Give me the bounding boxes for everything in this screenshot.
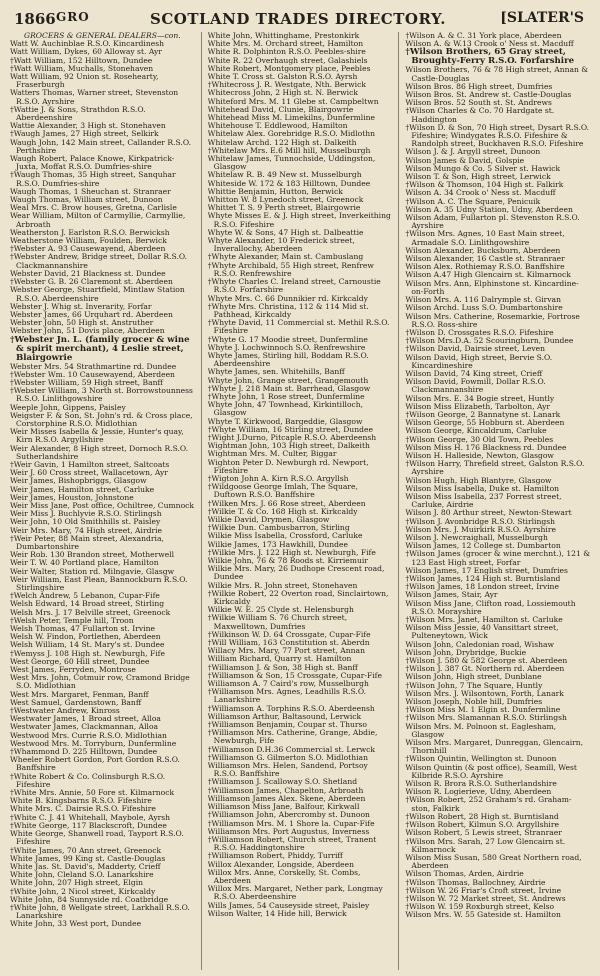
directory-entry: Whyte J. Lochwinnoch S.O. Renfrewshire [207, 342, 366, 352]
directory-entry: †Wilson A. & C. 31 York place, Aberdeen [405, 32, 562, 40]
directory-entry: Wilson Mrs. A. 116 Dalrymple st. Girvan [405, 295, 561, 305]
directory-entry: Williamson Mrs. Helen, Sandend, Portsoy R.S.O. Banffshire [207, 761, 368, 779]
directory-entry: Weir John, 10 Old Smithhills st. Paisley [10, 517, 161, 527]
directory-entry: Wilkie Mrs. Mary, 26 Dudhope Crescent road, Dundee [207, 564, 385, 582]
directory-entry: †Williamson Mrs. M. 1 Shore la. Cupar-Fife [207, 818, 375, 828]
directory-entry: Whyte W. & Sons, 47 High st. Dalbeattie [207, 227, 364, 237]
directory-entry: †Wilson J. 580 & 582 George st. Aberdeen [405, 656, 568, 666]
directory-entry: †Whitecross J. R. Westgate, Nth. Berwick [207, 80, 366, 90]
directory-entry: †Will William, 163 Constitution st. Aberdn [207, 638, 370, 648]
directory-entry: Weir James, Hamilton street, Carluke [10, 484, 155, 494]
directory-entry: †Wilson W. 26 Friar's Croft street, Irvine [405, 885, 562, 895]
directory-entry: †Williamson & Son, 15 Crossgate, Cupar-Fife [207, 670, 382, 680]
directory-entry: White R. 22 Overhaugh street, Galashiels [207, 55, 368, 65]
directory-entry: Weatherstone William, Foulden, Berwick [10, 236, 167, 246]
directory-entry: Wilkie Mrs. R. John street, Stonehaven [207, 580, 358, 590]
directory-entry: Wilson A. & W.13 Crook o' Ness st. Macduff [405, 39, 574, 49]
publisher-tag: [SLATER'S [500, 10, 584, 26]
directory-entry: †Williamson D.H.36 Commercial st. Lerwck [207, 744, 375, 754]
directory-entry: Webster John, 50 High st. Anstruther [10, 318, 154, 328]
directory-entry: †White George, 117 Blackscroft, Dundee [10, 820, 167, 830]
directory-entry: †Wilson W. 159 Roxburgh street, Kelso [405, 902, 555, 912]
directory-entry: Westwood Mrs. Currie R.S.O. Midlothian [10, 730, 167, 740]
directory-entry: †Watt William, 152 Hilltown, Dundee [10, 55, 153, 65]
directory-entry: Wilson H. Halleside, Newton, Glasgow [405, 450, 554, 460]
directory-columns [10, 32, 590, 970]
directory-entry: White R. Dolphinton R.S.O. Peebles-shire [207, 47, 366, 57]
directory-entry: Webster David, 21 Blackness st. Dundee [10, 268, 166, 278]
directory-entry: †Williamson J. & Son, 38 High st. Banff [207, 662, 358, 672]
directory-entry: †Wilson James, 124 High st. Burntisland [405, 574, 561, 583]
directory-entry: †Wight J.Durno, Pitcaple R.S.O. Aberdeensh [207, 432, 377, 442]
directory-entry: †Wilkie Robert, 22 Overton road, Sinclairtown, Kirkcaldy [207, 588, 389, 607]
directory-entry: Williamson Miss Jane, Balfour, Kirkwall [207, 802, 360, 812]
directory-entry: West Mrs. Margaret, Fenman, Banff [10, 689, 149, 699]
directory-entry: †Wilson George, 30 Old Town, Peebles [405, 434, 554, 444]
directory-entry: †Whyte John, 1 Rose street, Dunfermline [207, 391, 365, 401]
directory-entry: †Wilson D. & Son, 70 High street, Dysart R.S.O. Fifeshire; Windygates R.S.O. Fifeshire & Randolph street, Buckhaven R.S.O. Fifeshire [405, 122, 590, 149]
directory-entry: †Whitelaw Mrs. E.6 Mill hill, Musselburgh [207, 145, 371, 155]
directory-entry: Weir J. 60 Cross street, Wallacetown, Ayr [10, 468, 168, 478]
directory-entry: Wilson John, Drybridge, Buckie [405, 647, 527, 657]
directory-entry: Wilson Walter, 14 Hide hill, Berwick [207, 908, 347, 918]
directory-entry: Wilson George, Kincaldrum, Carluke [405, 426, 547, 436]
directory-entry: West George, 60 Hill street, Dundee [10, 656, 150, 666]
directory-entry: Wilson John, Caledonian road, Wishaw [405, 639, 555, 649]
directory-entry: Welsh Edward, 14 Broad street, Stirling [10, 599, 165, 609]
directory-entry: †Wilson Mrs. Janet, Hamilton st. Carluke [405, 615, 563, 625]
directory-entry: Whyte Misses E. & J. High street, Inverkeithing R.S.O. Fifeshire [207, 211, 391, 229]
directory-entry: Whitecross John, 2 High st. N. Berwick [207, 88, 358, 98]
directory-entry: Willacy Mrs. Mary, 77 Port street, Annan [207, 646, 365, 656]
page-title: SCOTLAND TRADES DIRECTORY. [150, 10, 446, 28]
directory-entry: Weir Rob. 130 Brandon street, Motherwell [10, 550, 175, 560]
directory-entry: Wilson J. 80 Arthur street, Newton-Stewart [405, 508, 572, 518]
directory-entry: Webster Mrs. 54 Strathmartine rd. Dundee [10, 361, 177, 371]
directory-entry: White Mrs. C. Dairsie R.S.O. Fifeshire [10, 804, 156, 814]
directory-entry: Wilson Alexander, Bucksburn, Aberdeen [405, 245, 561, 255]
directory-entry: †Weir Peter, 88 Main street, Alexandria, Dumbartonshire [10, 533, 164, 551]
directory-entry: Williamson Arthur, Baltasound, Lerwick [207, 711, 362, 721]
directory-entry: Waugh Thomas, 1 Sheuchan st. Stranraer [10, 186, 171, 196]
directory-entry: Weeple John, Gippens, Paisley [10, 402, 126, 412]
directory-entry: Wilson James & David, Golspie [405, 155, 525, 165]
directory-entry: †Wilson John, 7 The Square, Huntly [405, 680, 543, 690]
directory-entry: †Watt William, Muchalls, Stonehaven [10, 63, 154, 73]
directory-entry: Wilson John, High street, Dunblane [405, 672, 542, 682]
directory-entry: †Williamson Mrs. Catherine, Grange, Abdie, Newburgh, Fife [207, 728, 378, 746]
directory-entry: White Mrs. M. Orchard street, Hamilton [207, 39, 364, 49]
directory-entry: †Wilson James, 18 London street, Irvine [405, 582, 559, 592]
directory-entry: Wilson David, 74 King street, Crieff [405, 368, 543, 378]
directory-entry: †Whyte Charles C. Ireland street, Carnoustie R.S.O. Forfarshire [207, 277, 381, 295]
directory-entry: †Wilkie Mrs. J. 122 High st. Newburgh, Fife [207, 547, 376, 557]
directory-entry: Wilson James, Stair, Ayr [405, 590, 498, 600]
page-number: 1866 [14, 10, 56, 28]
directory-entry: †Webster Jn. L. (family grocer & wine & spirit merchant), 4 Leslie street, Blairgowrie [10, 334, 190, 363]
directory-entry: †Wattie J. & Sons, Strathdon R.S.O. Aberdeenshire [10, 104, 146, 123]
directory-entry: †Wilson Mrs. Slamannan R.S.O. Stirlingsh [405, 713, 567, 723]
directory-entry: Whittie Benjamin, Hutton, Berwick [207, 186, 343, 196]
directory-entry: †Wilson Mrs.D.A. 52 Scouringburn, Dundee [405, 336, 574, 346]
directory-entry: White John, Whittinghame, Prestonkirk [207, 32, 360, 40]
directory-entry: Wilson Bros. 52 South st. St. Andrews [405, 98, 552, 108]
directory-entry: Weir James, Bishopbriggs, Glasgow [10, 476, 147, 486]
directory-entry: Whitehouse T. Eddlewood, Hamilton [207, 121, 348, 131]
directory-entry: Waugh John, 142 Main street, Callander R.S.O. Perthshire [10, 137, 192, 155]
directory-entry: Wilson A. 34 Crook o' Ness st. Macduff [405, 188, 556, 198]
directory-entry: Westwood Mrs. M. Torryburn, Dunfermline [10, 738, 177, 748]
directory-entry: †Webster William, 3 North st. Borrowstounness R.S.O. Linlithgowshire [10, 386, 193, 404]
directory-entry: Weir T. W. 40 Portland place, Hamilton [10, 558, 159, 568]
directory-entry: Watt William, Dykes, 60 Alloway st. Ayr [10, 47, 162, 57]
directory-entry: Wilson David, High street, Bervie S.O. Kincardineshire [405, 352, 553, 370]
column-3 [405, 32, 590, 970]
directory-entry: Weigster F. & Son, St. John's rd. & Cross place, Corstorphine R.S.O. Midlothian [10, 410, 193, 428]
directory-entry: Westwater James, 1 Broad street, Alloa [10, 714, 161, 724]
directory-entry: Waugh Thomas, William street, Dunoon [10, 195, 163, 205]
directory-entry: †Wilson James (grocer & wine merchnt.), 121 & 123 East High street, Forfar [405, 549, 590, 567]
directory-entry: †Wilson Thomas, Ballochney, Airdrie [405, 877, 546, 887]
directory-entry: †Webster G. B. 26 Claremont st. Aberdeen [10, 277, 173, 287]
directory-entry: †Williamson G. Gilmerton S.O. Midlothian [207, 752, 368, 762]
directory-entry: Webster John, 51 Dovis place, Aberdeen [10, 326, 165, 336]
section-heading: GROCERS & GENERAL DEALERS—con. [24, 32, 181, 40]
directory-entry: Wilson Mrs. E. 34 Bogie street, Huntly [405, 393, 555, 403]
directory-entry: †Whyte G. 17 Moodie street, Dunfermline [207, 334, 368, 344]
directory-entry: Weir Miss Jane, Post office, Ochiltree, Cumnock [10, 500, 194, 510]
directory-entry: †Wilson & Thomson, 104 High st. Falkirk [405, 180, 564, 190]
directory-entry: Wilson Quintin (& post office), Seamill, West Kilbride R.S.O. Ayrshire [405, 762, 577, 780]
directory-entry: Whitelaw Archd. 122 High st. Dalkeith [207, 137, 357, 147]
directory-entry: Wilson Mrs. W. 55 Gateside st. Hamilton [405, 910, 561, 920]
directory-entry: Wilson T. & Son, High street, Lerwick [405, 172, 551, 182]
directory-entry: †Webster William, 59 High street, Banff [10, 377, 163, 387]
directory-entry: White T. Cross st. Galston R.S.O. Ayrsh [207, 72, 358, 82]
directory-entry: Whitton W. 8 Lynedoch street, Greenock [207, 195, 364, 205]
directory-entry: Wilson Thomas, Arden, Airdrie [405, 869, 524, 879]
directory-entry: Whyte James, sen. Whitehills, Banff [207, 367, 345, 377]
directory-entry: †Whyte Alexander, Main st. Cambuslang [207, 252, 364, 262]
directory-entry: †Wilson Harry, Threfield street, Galston R.S.O. Ayrshire [405, 459, 585, 477]
directory-entry: Wilson A.47 High Glencairn st. Kilmarnock [405, 270, 571, 280]
directory-entry: †Wilson D. Crossgates R.S.O. Fifeshire [405, 327, 554, 337]
directory-entry: Wilkie Miss Isabella, Crossford, Carluke [207, 531, 363, 541]
directory-entry: †Wilson Brothers, 65 Gray street, Broughty-Ferry R.S.O. Forfarshire [405, 47, 575, 67]
directory-entry: Wightman John, 103 High street, Dalkeith [207, 441, 370, 451]
directory-entry: West Mrs. John, Cotmuir row, Cramond Bridge S.O. Midlothian [10, 673, 190, 691]
directory-entry: Wilson Miss Jessie, 40 Vansittart street, Pulteneytown, Wick [405, 623, 559, 641]
directory-entry: Weir Mrs. Mary, 74 High street, Airdrie [10, 525, 163, 535]
directory-entry: †Waugh Thomas, 35 High street, Sanquhar R.S.O. Dumfries-shire [10, 170, 176, 188]
directory-entry: Whyte T. Kirkwood, Bargeddie, Glasgow [207, 416, 363, 426]
directory-entry: †White Robert & Co. Colinsburgh R.S.O. Fifeshire [10, 771, 166, 789]
directory-entry: †Wilson David, Dairsie street, Leven [405, 344, 546, 354]
directory-entry: †Waugh James, 27 High street, Selkirk [10, 129, 159, 139]
directory-entry: †Whyte Mrs. Christina, 112 & 114 Mid st. Pathhead, Kirkcaldy [207, 301, 369, 319]
directory-entry: †White John, 8 Wellgate street, Larkhall R.S.O. Lanarkshire [10, 902, 190, 921]
directory-entry: †Westwater Andrew, Kinross [10, 706, 120, 716]
directory-entry: Wilson Miss Susan, 580 Great Northern road, Aberdeen [405, 852, 582, 871]
directory-entry: Whitehead David, Clunie, Blairgowrie [207, 104, 354, 114]
directory-entry: Wilson Alexander, 16 Castle st. Stranraer [405, 254, 565, 264]
directory-entry: †Wilson George, 2 Bannatyne st. Lanark [405, 409, 561, 419]
directory-entry: †Williamson Robert, Church street, Tranent R.S.O. Haddingtonshire [207, 834, 377, 853]
directory-entry: Williamson James Alex. Skene, Aberdeen [207, 793, 366, 803]
directory-entry: Whyte John, Grange street, Grangemouth [207, 375, 369, 385]
directory-entry: Weatherston J. Earlston R.S.O. Berwicksh [10, 227, 170, 237]
directory-entry: Wilson Hugh, High Blantyre, Glasgow [405, 475, 552, 485]
directory-entry: †Webster A. 93 Causewayend, Aberdeen [10, 244, 166, 254]
directory-entry: Weir James, Houston, Johnstone [10, 492, 134, 502]
directory-entry: Wilson J. Newcraighall, Musselburgh [405, 532, 548, 542]
directory-entry: †Whyte William, 16 Stirling street, Dundee [207, 424, 373, 434]
directory-entry: Whyte Mrs. C. 66 Dunnikier rd. Kirkcaldy [207, 293, 368, 303]
directory-entry: Whiteford Mrs. M. 11 Glebe st. Campbeltwn [207, 96, 379, 106]
directory-entry: †Wilson J. Avonbridge R.S.O. Stirlingsh [405, 516, 555, 526]
directory-entry: Whitelaw James, Tunnochside, Uddingston, Glasgow [207, 154, 376, 172]
directory-entry: Wear William, Milton of Carmyllie, Carmyllie, Arbroath [10, 211, 186, 229]
directory-entry: Willox Mrs. Anne, Corskelly, St. Combs, Aberdeen [207, 867, 361, 885]
directory-entry: White John, 207 High street, Elgin [10, 878, 144, 888]
directory-entry: Wilson Mrs. J. Wilsontown, Forth, Lanark [405, 688, 564, 698]
directory-entry: †Webster Andrew, Bridge street, Dollar R.S.O. Clackmannanshire [10, 252, 188, 270]
directory-entry: Welsh Thomas, 47 Fullarton st. Irvine [10, 624, 155, 634]
directory-entry: Wilson David, Fowmill, Dollar R.S.O. Clackmannanshire [405, 377, 546, 395]
directory-entry: †Wilkie T. & Co. 168 High st. Kirkcaldy [207, 506, 358, 516]
directory-entry: †Wemyss J. 108 High st. Newburgh, Fife [10, 648, 165, 658]
directory-entry: Waugh Robert, Palace Knowe, Kirkpatrick-Juxta, Moffat R.S.O. Dumfries-shire [10, 154, 175, 172]
directory-entry: Wilson Bros. 86 High street, Dumfries [405, 81, 553, 91]
directory-entry: Wilson Brothers, 76 & 78 High street, Annan & Castle-Douglas [405, 65, 589, 83]
directory-entry: †Williamson Mrs. Agnes, Leadhills R.S.O. Lanarkshire [207, 687, 367, 705]
directory-entry: Wills James, 54 Causeyside street, Paisley [207, 900, 370, 910]
directory-entry: †Williamson A. Torphins R.S.O. Aberdeensh [207, 703, 375, 713]
directory-entry: Wilson Bros. St. Andrew st. Castle-Douglas [405, 90, 572, 100]
directory-entry: Wilson R. Logierieve, Udny, Aberdeen [405, 787, 552, 797]
directory-entry: †Wilson Mrs. Agnes, 10 East Main street, Armadale S.O. Linlithgowshire [405, 229, 565, 247]
directory-entry: †Wilson Charles & Co. 70 Hardgate st. Haddington [405, 106, 555, 124]
directory-entry: Wilson R. Brora R.S.O. Sutherlandshire [405, 779, 557, 789]
directory-entry: Whyte Alexander, 10 Frederick street, Inverallochy, Aberdeen [207, 236, 355, 254]
directory-entry: Weir Misses Isabella & Jessie, Hunter's quay, Kirn R.S.O. Argyllshire [10, 427, 184, 445]
directory-entry: †Welsh Peter, Temple hill, Troon [10, 615, 134, 625]
directory-entry: †Wilken Mrs. J. 66 Rose street, Aberdeen [207, 498, 366, 508]
page-header [10, 6, 590, 32]
directory-entry: White James, 99 King st. Castle-Douglas [10, 853, 166, 863]
directory-entry: Webster James, 66 Urquhart rd. Aberdeen [10, 309, 173, 319]
directory-entry: †Wilkinson W. D. 64 Crossgate, Cupar-Fife [207, 629, 371, 639]
column-divider [201, 32, 202, 970]
directory-entry: West James, Ferryden, Montrose [10, 665, 136, 675]
directory-entry: Wilkie James, 173 Hawkhill, Dundee [207, 539, 349, 549]
directory-entry: Webster J. Whig st. Inverarity, Forfar [10, 301, 152, 311]
directory-entry: †Wilson Mrs. Sarah, 27 Low Glencairn st. Kilmarnock [405, 836, 566, 854]
directory-entry: †Williamson James, Chapelton, Arbroath [207, 785, 364, 795]
directory-entry: †Whyte Archibald, 55 High street, Renfrew R.S.O. Renfrewshire [207, 260, 374, 278]
directory-entry: †Wilson J. 387 Gt. Northern rd. Aberdeen [405, 664, 565, 674]
directory-entry: Welsh W. Findon, Portlethen, Aberdeen [10, 632, 161, 642]
directory-entry: Wilson Mrs. J. Muirkirk R.S.O. Ayrshire [405, 524, 556, 534]
directory-entry: Wilson Joseph, Noble hill, Dumfries [405, 697, 543, 707]
directory-entry: †Wilkie Dun. Cambusbarron, Stirling [207, 523, 350, 533]
directory-entry: White John, 33 West port, Dundee [10, 919, 142, 929]
directory-entry: †Weir Gavin, 1 Hamilton street, Saltcoats [10, 459, 170, 469]
directory-entry: Watters Thomas, Warner street, Stevenston R.S.O. Ayrshire [10, 88, 179, 106]
directory-entry: Wattie Alexander, 3 High st. Stonehaven [10, 121, 166, 131]
directory-entry: Webster George, Stuartfield, Mintlaw Station R.S.O. Aberdeenshire [10, 285, 185, 303]
directory-entry: Weir Miss J. Buchlyvie R.S.O. Stirlingsh [10, 509, 162, 519]
directory-entry: White B. Kingsbarns R.S.O. Fifeshire [10, 796, 152, 806]
directory-entry: Watt William, 92 Union st. Rosehearty, Fraserburgh [10, 72, 159, 90]
directory-entry: Whyte James, Stirling hill, Boddam R.S.O. Aberdeenshire [207, 350, 369, 369]
directory-entry: Whitelaw R. B. 49 New st. Musselburgh [207, 170, 362, 180]
directory-entry: Whitehead Miss M. Limekilns, Dunfermline [207, 113, 376, 123]
directory-entry: Wighton Peter D. Newburgh rd. Newport, Fifeshire [207, 457, 369, 475]
directory-entry: Willox Mrs. Margaret, Nether park, Longmay R.S.O. Aberdeenshire [207, 884, 383, 902]
directory-entry: Wilkie John, 76 & 78 Roods st. Kirriemuir [207, 556, 368, 565]
directory-entry: Wilson Mrs. Catherine, Rosemarkie, Fortrose R.S.O. Ross-shire [405, 311, 580, 329]
directory-entry: Weir Alexander, 8 High street, Dornoch R.S.O. Sutherlandshire [10, 443, 189, 461]
directory-entry: †Williamson John, Abercromby st. Dunoon [207, 810, 370, 820]
directory-entry: †Wilson Quintin, Wellington st. Dunoon [405, 754, 557, 764]
directory-entry: †Williamson J. Scalloway S.O. Shetland [207, 777, 358, 787]
directory-entry: †Wilson W. 72 Market street, St. Andrews [405, 893, 566, 903]
directory-entry: White John, Cleland S.O. Lanarkshire [10, 870, 154, 880]
directory-entry: Wilson J. & J. Argyll street, Dunoon [405, 147, 541, 157]
directory-entry: †White John, 2 Nicol street, Kirkcaldy [10, 886, 156, 896]
directory-entry: West Samuel, Gardenstown, Banff [10, 697, 142, 707]
directory-entry: Wilson Miss Jane, Clifton road, Lossiemouth R.S.O. Morayshire [405, 598, 576, 616]
directory-entry: †Wigton John A. Kirn R.S.O. Argyllsh [207, 473, 349, 483]
directory-entry: Wilson Mrs. Margaret, Dunreggan, Glencairn, Thornhill [405, 738, 584, 756]
directory-entry: †Webster Wm. 10 Causewayend, Aberdeen [10, 369, 175, 379]
directory-entry: †Wilson Miss M. 1 Elgin st. Dunfermline [405, 705, 561, 715]
directory-entry: Willox Alexander, Longside, Aberdeen [207, 859, 355, 869]
column-2 [208, 32, 393, 970]
directory-entry: †Williamson Benjamin, Coupar st. Thurso [207, 720, 367, 730]
directory-entry: Wilson James, 12 College st. Dumbarton [405, 541, 561, 551]
directory-entry: Wilson Mrs. M. Polnoon st. Eaglesham, Glasgow [405, 721, 557, 739]
directory-entry: †Whammond D. 225 Hilltown, Dundee [10, 747, 158, 757]
directory-entry: Williamson A. 7 Caird's row, Musselburgh [207, 679, 369, 689]
directory-entry: Wilson Mrs. Ann, Elphinstone st. Kincardine-on-Forth [405, 278, 579, 296]
directory-entry: †Welch Andrew, 5 Lebanon, Cupar-Fife [10, 591, 160, 601]
directory-entry: Westwater James, Clackmannan, Alloa [10, 722, 159, 732]
directory-entry: †White James, 70 Ann street, Greenock [10, 845, 162, 855]
directory-entry: Wilson Miss Isabella, 237 Forrest street, Carluke, Airdrie [405, 491, 562, 510]
directory-entry: White George, Shanwell road, Tayport R.S.O. Fifeshire [10, 829, 184, 847]
directory-entry: Wilson Miss H. 176 Blackness rd. Dundee [405, 442, 567, 452]
directory-entry: Wilson George, 55 Hobburn st. Aberdeen [405, 418, 565, 428]
directory-entry: Watt W. Auchinblae R.S.O. Kincardinesh [10, 39, 165, 49]
directory-entry: Williamson Mrs. Port Augustus, Inverness [207, 826, 370, 836]
column-1 [10, 32, 195, 970]
directory-entry: †Wilson Robert, 252 Graham's rd. Graham-ston, Falkirk [405, 795, 572, 813]
directory-entry: Wilson James, 17 English street, Dumfries [405, 565, 568, 575]
directory-entry: †Williamson Robert, Phiddy, Turriff [207, 851, 343, 861]
directory-entry: Weir William, East Plean, Bannockburn R.S.O. Stirlingshire [10, 574, 188, 592]
directory-entry: White Jas. St. David's, Madderty, Crieff [10, 861, 161, 871]
directory-entry: Wilson A. 35 Udny Station, Udny, Aberdeen [405, 204, 573, 214]
directory-entry: White John, 84 Sunnyside rd. Coatbridge [10, 894, 169, 904]
directory-entry: Wightman Mrs. M. Culter, Biggar [207, 449, 337, 459]
directory-entry: Wilson Alex. Rothiemay R.S.O. Banffshire [405, 262, 565, 272]
directory-entry: Wilkie David, Drymen, Glasgow [207, 514, 330, 524]
directory-entry: †White Mrs. Annie, 50 Fore st. Kilmarnock [10, 788, 175, 798]
directory-entry: Wilson Adam, Fullarton pl. Stevenston R.S.O. Ayrshire [405, 213, 580, 231]
directory-entry: †Wildgoose George Imlah, The Square, Duftown R.S.O. Banffshire [207, 482, 358, 500]
directory-entry: †Whyte J. 218 Main st. Barrhead, Glasgow [207, 383, 371, 393]
directory-entry: †Wilson Robert, Kilmun S.O. Argyllshire [405, 820, 559, 830]
directory-entry: Weir Walter, Station rd. Milngavie, Glasgw [10, 566, 175, 576]
directory-entry: Wilson Miss Isabella, Duke st. Hamilton [405, 483, 560, 493]
directory-entry: Wilson Robert, 5 Lewis street, Stranraer [405, 828, 562, 838]
directory-entry: Whyte John, 47 Townhead, Kirkintilloch, Glasgow [207, 400, 364, 418]
directory-entry: Welsh William, 14 St. Mary's st. Dundee [10, 640, 165, 650]
directory-entry: †Wilkie William S. 76 Church street, Maxwelltown, Dumfries [207, 613, 348, 631]
section-tag: GRO [56, 10, 90, 24]
directory-entry: Wilkie W. E. 25 Clyde st. Helensburgh [207, 605, 354, 615]
directory-entry: Weal Mrs. C. Brow houses, Gretna, Carlisle [10, 203, 177, 213]
directory-entry: White Robert, Montgomery place, Peebles [207, 63, 371, 73]
directory-entry: Whittet T. S. 9 Perth street, Blairgowrie [207, 203, 361, 213]
directory-entry: Wilson Miss Elizabeth, Tarbolton, Ayr [405, 401, 551, 411]
directory-entry: Whiteside W. 172 & 183 Hilltown, Dundee [207, 178, 371, 188]
directory-entry: †Wilson Robert, 28 High st. Burntisland [405, 811, 559, 821]
directory-entry: Wilson Mungo & Co. 5 Silver st. Hawick [405, 163, 561, 173]
directory-entry: Welsh Mrs. J. 17 Belville street, Greenock [10, 607, 171, 617]
directory-entry: Wheeler Robert Gordon, Port Gordon R.S.O. Banffshire [10, 755, 180, 773]
directory-entry: Wilson Archd. Luss S.O. Dumbartonshire [405, 303, 563, 313]
directory-entry: Whitelaw Alex. Gorebridge R.S.O. Midlothn [207, 129, 376, 139]
column-divider [398, 32, 399, 970]
directory-entry: †Whyte David, 11 Commercial st. Methil R.S.O. Fifeshire [207, 318, 390, 336]
directory-entry: William Richard, Quarry st. Hamilton [207, 654, 352, 664]
directory-entry: †Wilson A. C. The Square, Penicuik [405, 196, 541, 206]
directory-entry: †White C. J. 41 Whitehall, Maybole, Ayrsh [10, 812, 171, 822]
